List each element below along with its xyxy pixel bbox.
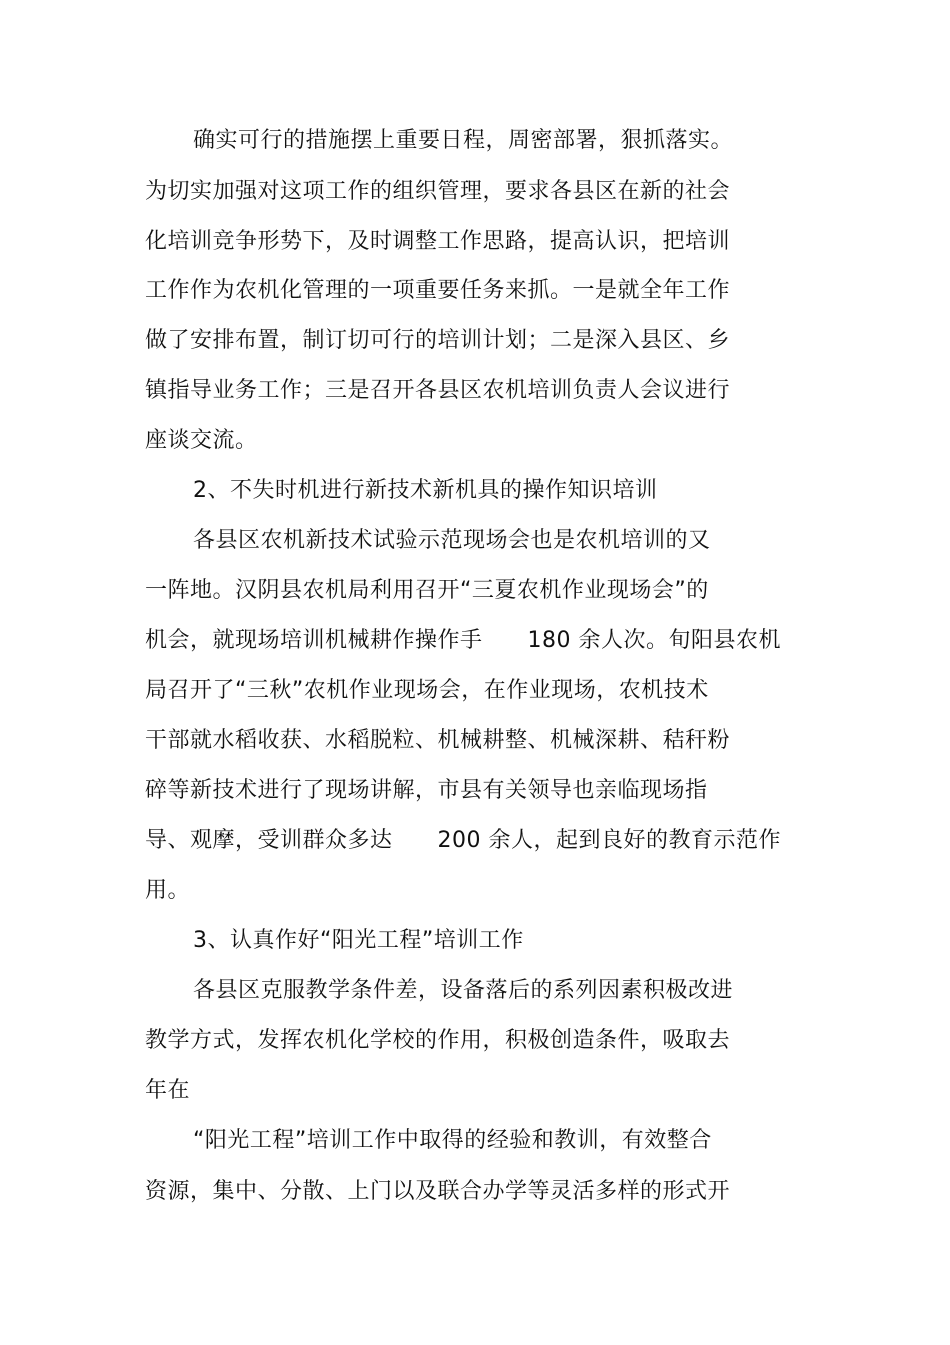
paragraph-line: 座谈交流。 bbox=[145, 428, 258, 453]
paragraph-line: 碎等新技术进行了现场讲解，市县有关领导也亲临现场指 bbox=[145, 778, 708, 803]
paragraph-line: 导、观摩，受训群众多达 200 余人，起到良好的教育示范作 bbox=[145, 828, 781, 853]
paragraph-line: 局召开了“三秋”农机作业现场会，在作业现场，农机技术 bbox=[145, 678, 709, 703]
paragraph-line: 化培训竞争形势下，及时调整工作思路，提高认识，把培训 bbox=[145, 229, 731, 254]
paragraph-line: 干部就水稻收获、水稻脱粒、机械耕整、机械深耕、秸秆粉 bbox=[145, 728, 731, 753]
paragraph-line: 用。 bbox=[145, 878, 191, 903]
section-heading: 2、不失时机进行新技术新机具的操作知识培训 bbox=[193, 478, 658, 503]
paragraph-line: 资源，集中、分散、上门以及联合办学等灵活多样的形式开 bbox=[145, 1179, 731, 1204]
section-heading: 3、认真作好“阳光工程”培训工作 bbox=[193, 928, 524, 953]
paragraph-line: 确实可行的措施摆上重要日程，周密部署，狠抓落实。 bbox=[193, 128, 734, 153]
paragraph-line: 各县区克服教学条件差，设备落后的系列因素积极改进 bbox=[193, 978, 734, 1003]
paragraph-line: 镇指导业务工作；三是召开各县区农机培训负责人会议进行 bbox=[145, 378, 731, 403]
paragraph-line: 工作作为农机化管理的一项重要任务来抓。一是就全年工作 bbox=[145, 278, 731, 303]
paragraph-line: 做了安排布置，制订切可行的培训计划；二是深入县区、乡 bbox=[145, 328, 731, 353]
paragraph-line: 机会，就现场培训机械耕作操作手 180 余人次。旬阳县农机 bbox=[145, 628, 781, 653]
paragraph-line: 为切实加强对这项工作的组织管理，要求各县区在新的社会 bbox=[145, 179, 731, 204]
paragraph-line: 一阵地。汉阴县农机局利用召开“三夏农机作业现场会”的 bbox=[145, 578, 709, 603]
paragraph-line: “阳光工程”培训工作中取得的经验和教训，有效整合 bbox=[193, 1128, 712, 1153]
paragraph-line: 教学方式，发挥农机化学校的作用，积极创造条件，吸取去 bbox=[145, 1028, 731, 1053]
paragraph-line: 各县区农机新技术试验示范现场会也是农机培训的又 bbox=[193, 528, 711, 553]
paragraph-line: 年在 bbox=[145, 1078, 191, 1103]
